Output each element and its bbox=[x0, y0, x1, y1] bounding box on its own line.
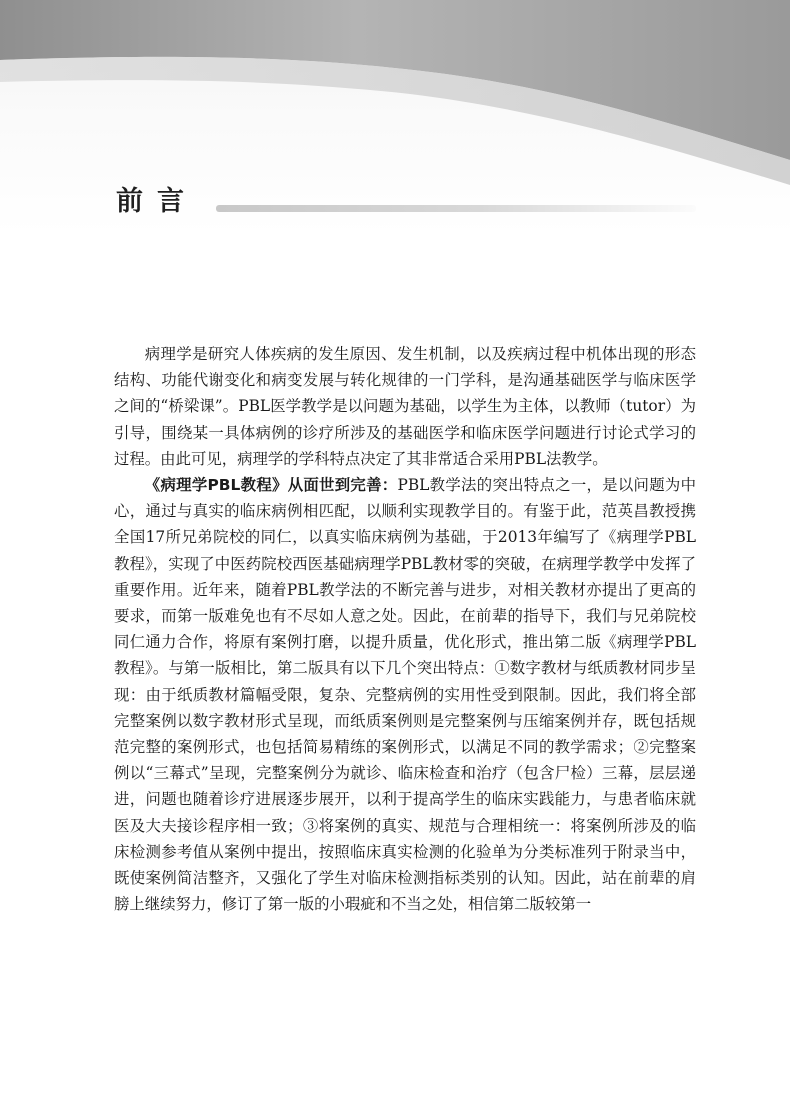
paragraph-2 bbox=[114, 472, 696, 917]
paragraph-lead: 《病理学PBL教程》从面世到完善： bbox=[144, 476, 398, 495]
page-title: 前言 bbox=[116, 186, 198, 217]
paragraph-1 bbox=[114, 341, 696, 472]
preface-body bbox=[114, 341, 696, 917]
paragraph-text: 病理学是研究人体疾病的发生原因、发生机制，以及疾病过程中机体出现的形态结构、功能代谢变化和病变发展与转化规律的一门学科，是沟通基础医学与临床医学之间的“桥梁课”。PBL医学教学是以问题为基础，以学生为主体，以教师（tutor）为引导，围绕某一具体病例的诊疗所涉及的基础医学和临床医学问题进行讨论式学习的过程。由此可见，病理学的学科特点决定了其非常适合采用PBL法教学。 bbox=[114, 345, 696, 468]
title-rule bbox=[216, 205, 696, 212]
paragraph-text: PBL教学法的突出特点之一，是以问题为中心，通过与真实的临床病例相匹配，以顺利实现教学目的。有鉴于此，范英昌教授携全国17所兄弟院校的同仁，以真实临床病例为基础，于2013年编写了《病理学PBL教程》，实现了中医药院校西医基础病理学PBL教材零的突破，在病理学教学中发挥了重要作用。近年来，随着PBL教学法的不断完善与进步，对相关教材亦提出了更高的要求，而第一版难免也有不尽如人意之处。因此，在前辈的指导下，我们与兄弟院校同仁通力合作，将原有案例打磨，以提升质量，优化形式，推出第二版《病理学PBL教程》。与第一版相比，第二版具有以下几个突出特点：①数字教材与纸质教材同步呈现：由于纸质教材篇幅受限，复杂、完整病例的实用性受到限制。因此，我们将全部完整案例以数字教材形式呈现，而纸质案例则是完整案例与压缩案例并存，既包括规范完整的案例形式，也包括简易精练的案例形式，以满足不同的教学需求；②完整案例以“三幕式”呈现，完整案例分为就诊、临床检查和治疗（包含尸检）三幕，层层递进，问题也随着诊疗进展逐步展开，以利于提高学生的临床实践能力，与患者临床就医及大夫接诊程序相一致；③将案例的真实、规范与合理相统一：将案例所涉及的临床检测参考值从案例中提出，按照临床真实检测的化验单为分类标准列于附录当中，既使案例简洁整齐，又强化了学生对临床检测指标类别的认知。因此，站在前辈的肩膀上继续努力，修订了第一版的小瑕疵和不当之处，相信第二版较第一 bbox=[114, 476, 696, 914]
